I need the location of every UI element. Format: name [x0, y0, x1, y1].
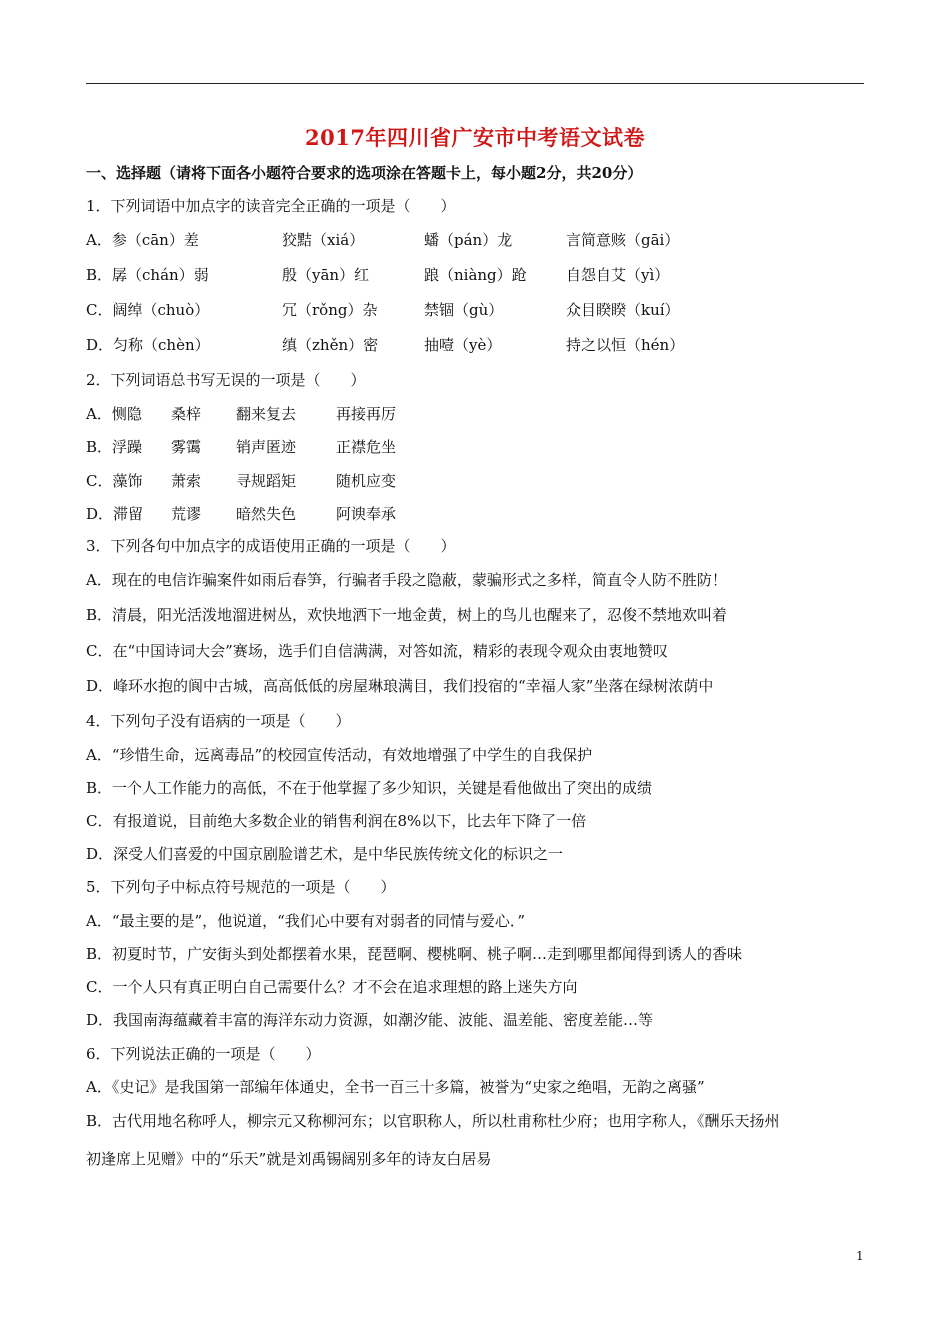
header-rule [86, 83, 864, 84]
q4-option-c: C．有报道说，目前绝大多数企业的销售利润在8%以下，比去年下降了一倍 [86, 812, 587, 830]
q4-option-d: D．深受人们喜爱的中国京剧脸谱艺术，是中华民族传统文化的标识之一 [86, 845, 564, 863]
question-5-stem: 5．下列句子中标点符号规范的一项是（ ） [86, 878, 396, 896]
q1-c-3: 禁锢（gù） [424, 301, 504, 319]
q2-b-4: 正襟危坐 [336, 438, 397, 456]
q3-option-d: D．峰环水抱的阆中古城，高高低低的房屋琳琅满目，我们投宿的“幸福人家”坐落在绿树浓荫中 [86, 677, 714, 695]
q2-option-b [86, 436, 486, 456]
q1-option-c [86, 299, 866, 319]
q1-b-3: 踉（niàng）跄 [424, 266, 527, 284]
q3-option-b: B．清晨，阳光活泼地溜进树丛，欢快地洒下一地金黄，树上的鸟儿也醒来了，忍俊不禁地欢叫着 [86, 606, 728, 624]
q3-option-c: C．在“中国诗词大会”赛场，选手们自信满满，对答如流，精彩的表现令观众由衷地赞叹 [86, 642, 668, 660]
q2-d-2: 荒谬 [171, 505, 202, 523]
q1-a-4: 言简意赅（gāi） [566, 231, 680, 249]
q3-option-a: A．现在的电信诈骗案件如雨后春笋，行骗者手段之隐蔽，蒙骗形式之多样，简直令人防不胜防！ [86, 571, 727, 589]
q1-b-2: 殷（yān）红 [282, 266, 370, 284]
q1-option-d [86, 334, 866, 354]
question-4-stem: 4．下列句子没有语病的一项是（ ） [86, 712, 351, 730]
q2-c-4: 随机应变 [336, 472, 397, 490]
section-heading: 一、选择题（请将下面各小题符合要求的选项涂在答题卡上，每小题2分，共20分） [86, 164, 643, 182]
q2-a-2: 桑梓 [171, 405, 202, 423]
q1-d-1: D．匀称（chèn） [86, 336, 210, 354]
q1-d-2: 缜（zhěn）密 [282, 336, 379, 354]
q2-option-a [86, 403, 486, 423]
q2-b-3: 销声匿迹 [236, 438, 297, 456]
q5-option-b: B．初夏时节，广安街头到处都摆着水果，琵琶啊、樱桃啊、桃子啊…走到哪里都闻得到诱人的香味 [86, 945, 743, 963]
q4-option-a: A．“珍惜生命，远离毒品”的校园宣传活动，有效地增强了中学生的自我保护 [86, 746, 593, 764]
q1-d-3: 抽噎（yè） [424, 336, 502, 354]
page-title: 2017年四川省广安市中考语文试卷 [305, 125, 645, 150]
q2-a-1: A．恻隐 [86, 405, 142, 423]
q5-option-a: A．“最主要的是”，他说道，“我们心中要有对弱者的同情与爱心．” [86, 912, 526, 930]
question-2-stem: 2．下列词语总书写无误的一项是（ ） [86, 371, 366, 389]
q2-a-3: 翻来复去 [236, 405, 297, 423]
q6-option-b-line2: 初逢席上见赠》中的“乐天”就是刘禹锡阔别多年的诗友白居易 [86, 1150, 492, 1168]
q1-a-2: 狡黠（xiá） [282, 231, 365, 249]
q2-option-c [86, 470, 486, 490]
q5-option-c: C．一个人只有真正明白自己需要什么？才不会在追求理想的路上迷失方向 [86, 978, 578, 996]
q1-b-4: 自怨自艾（yì） [566, 266, 670, 284]
q2-d-1: D．滞留 [86, 505, 144, 523]
page-number: 1 [856, 1249, 864, 1263]
q2-b-1: B．浮躁 [86, 438, 143, 456]
q1-d-4: 持之以恒（hén） [566, 336, 685, 354]
q1-b-1: B．孱（chán）弱 [86, 266, 209, 284]
q1-a-3: 蟠（pán）龙 [424, 231, 513, 249]
q1-option-b [86, 264, 866, 284]
q1-c-1: C．阔绰（chuò） [86, 301, 210, 319]
q6-option-a: A．《史记》是我国第一部编年体通史，全书一百三十多篇，被誉为“史家之绝唱，无韵之离骚” [86, 1078, 705, 1096]
q2-d-3: 暗然失色 [236, 505, 297, 523]
q2-b-2: 雾霭 [171, 438, 202, 456]
q6-option-b-line1: B．古代用地名称呼人，柳宗元又称柳河东；以官职称人，所以杜甫称杜少府；也用字称人，《酬乐天扬州 [86, 1112, 780, 1130]
question-1-stem: 1．下列词语中加点字的读音完全正确的一项是（ ） [86, 197, 456, 215]
q2-c-2: 萧索 [171, 472, 202, 490]
question-3-stem: 3．下列各句中加点字的成语使用正确的一项是（ ） [86, 537, 456, 555]
q2-c-3: 寻规蹈矩 [236, 472, 297, 490]
q2-a-4: 再接再厉 [336, 405, 397, 423]
q1-c-2: 冗（rǒng）杂 [282, 301, 378, 319]
q2-option-d [86, 503, 486, 523]
q1-a-1: A．参（cān）差 [86, 231, 199, 249]
q2-d-4: 阿谀奉承 [336, 505, 397, 523]
question-6-stem: 6．下列说法正确的一项是（ ） [86, 1045, 321, 1063]
q1-c-4: 众目睽睽（kuí） [566, 301, 680, 319]
q2-c-1: C．藻饰 [86, 472, 143, 490]
q1-option-a [86, 229, 866, 249]
q5-option-d: D．我国南海蕴藏着丰富的海洋东动力资源，如潮汐能、波能、温差能、密度差能…等 [86, 1011, 654, 1029]
q4-option-b: B．一个人工作能力的高低，不在于他掌握了多少知识，关键是看他做出了突出的成绩 [86, 779, 653, 797]
